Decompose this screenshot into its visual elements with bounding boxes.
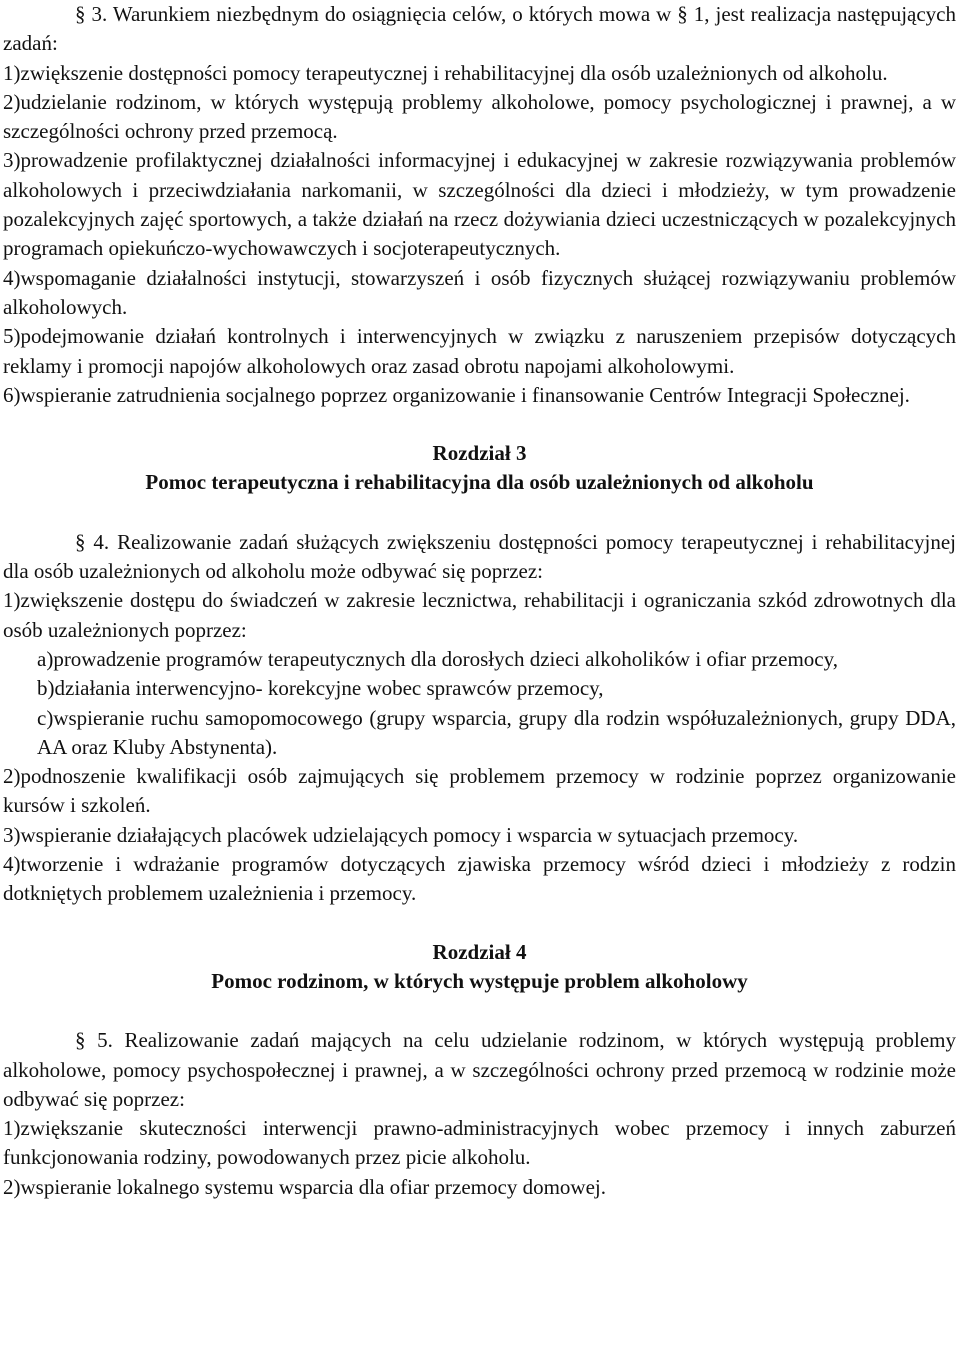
chapter-3-title: Rozdział 3 — [432, 441, 527, 466]
section-4-subitem-a: a)prowadzenie programów terapeutycznych dla dorosłych dzieci alkoholików i ofiar przemocy, — [37, 646, 838, 671]
section-3-item-4: 4)wspomaganie działalności instytucji, stowarzyszeń i osób fizycznych służącej rozwiązywaniu problemów alkoholowych. — [3, 265, 956, 319]
chapter-3-subtitle: Pomoc terapeutyczna i rehabilitacyjna dla osób uzależnionych od alkoholu — [145, 470, 814, 495]
section-4-item-2: 2)podnoszenie kwalifikacji osób zajmujących się problemem przemocy w rodzinie poprzez organizowanie kursów i szkoleń. — [3, 764, 956, 818]
section-4-subitem-c: c)wspieranie ruchu samopomocowego (grupy wsparcia, grupy dla rodzin współuzależnionych, grupy DDA, AA oraz Kluby Abstynenta). — [37, 705, 956, 759]
section-5-item-1: 1)zwiększanie skuteczności interwencji prawno-administracyjnych wobec przemocy i innych zaburzeń funkcjonowania rodziny, powodowanych przez picie alkoholu. — [3, 1116, 956, 1170]
chapter-4-subtitle: Pomoc rodzinom, w których występuje problem alkoholowy — [211, 968, 748, 993]
section-4-subitem-b: b)działania interwencyjno- korekcyjne wobec sprawców przemocy, — [37, 676, 604, 701]
section-4-item-3: 3)wspieranie działających placówek udzielających pomocy i wsparcia w sytuacjach przemocy. — [3, 822, 799, 847]
section-4-intro: § 4. Realizowanie zadań służących zwiększeniu dostępności pomocy terapeutycznej i rehabilitacyjnej dla osób uzależnionych od alkoholu może odbywać się poprzez: — [3, 529, 956, 584]
chapter-4-title: Rozdział 4 — [432, 939, 527, 964]
section-3-item-2: 2)udzielanie rodzinom, w których występują problemy alkoholowe, pomocy psychologicznej i prawnej, a w szczególności ochrony przed przemocą. — [3, 89, 956, 144]
section-4-item-1: 1)zwiększenie dostępu do świadczeń w zakresie lecznictwa, rehabilitacji i ograniczania szkód zdrowotnych dla osób uzależnionych poprzez: — [3, 588, 956, 642]
section-3-item-5: 5)podejmowanie działań kontrolnych i interwencyjnych w związku z naruszeniem przepisów dotyczących reklamy i promocji napojów alkoholowych oraz zasad obrotu napojami alkoholowymi. — [3, 324, 956, 378]
section-3-item-3: 3)prowadzenie profilaktycznej działalności informacyjnej i edukacyjnej w zakresie rozwiązywania problemów alkoholowych i przeciwdziałania narkomanii, w szczególności dla dzieci i młodzieży, w tym prowadzenie pozalekcyjnych zajęć sportowych, a także działań na rzecz dożywiania dzieci uczestniczących w pozalekcyjnych programach opiekuńczo-wychowawczych i socjoterapeutycznych. — [3, 148, 956, 261]
section-3-item-6: 6)wspieranie zatrudnienia socjalnego poprzez organizowanie i finansowanie Centrów Integracji Społecznej. — [3, 382, 910, 407]
chapter-3-heading — [3, 439, 956, 498]
section-4-item-4: 4)tworzenie i wdrażanie programów dotyczących zjawiska przemocy wśród dzieci i młodzieży z rodzin dotkniętych problemem uzależnienia i przemocy. — [3, 852, 956, 906]
section-5-intro: § 5. Realizowanie zadań mających na celu udzielanie rodzinom, w których występują problemy alkoholowe, pomocy psychospołecznej i prawnej, a w szczególności ochrony przed przemocą w rodzinie może odbywać się poprzez: — [3, 1028, 956, 1111]
section-3-intro: § 3. Warunkiem niezbędnym do osiągnięcia celów, o których mowa w § 1, jest realizacja następujących zadań: — [3, 2, 956, 56]
chapter-4-heading — [3, 938, 956, 997]
section-3-item-1: 1)zwiększenie dostępności pomocy terapeutycznej i rehabilitacyjnej dla osób uzależnionych od alkoholu. — [3, 60, 888, 85]
section-5-item-2: 2)wspieranie lokalnego systemu wsparcia dla ofiar przemocy domowej. — [3, 1174, 606, 1199]
